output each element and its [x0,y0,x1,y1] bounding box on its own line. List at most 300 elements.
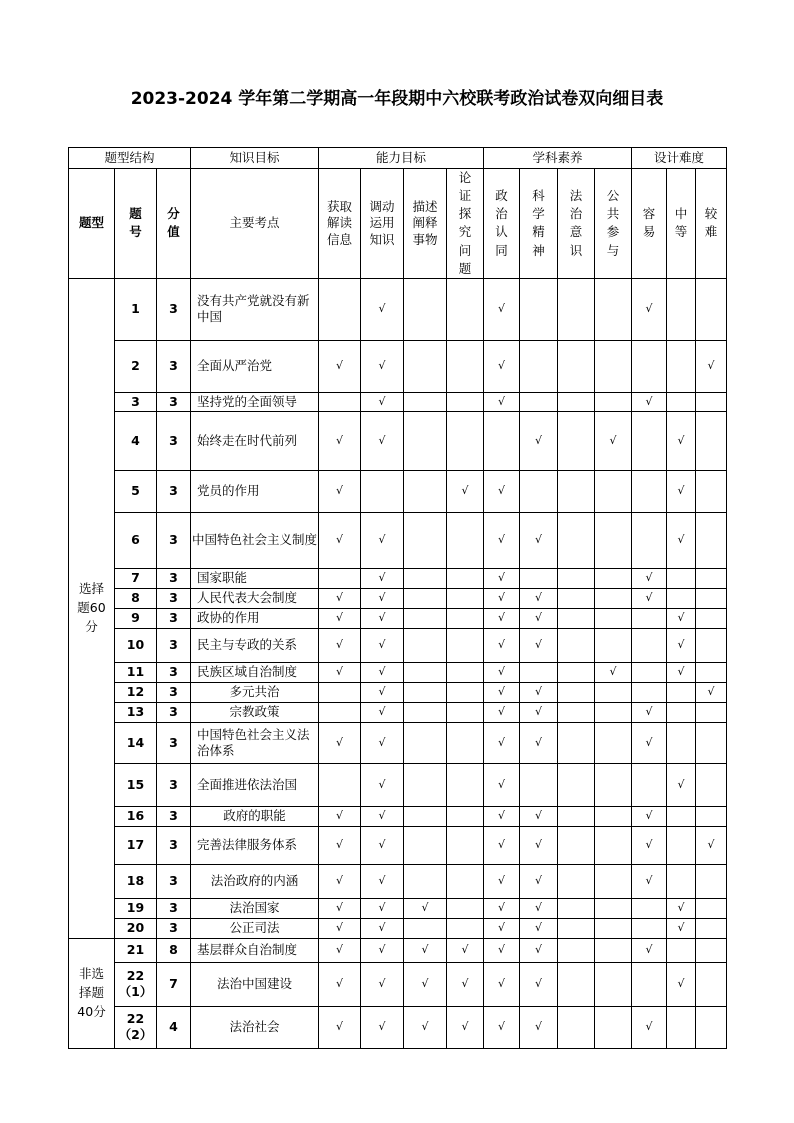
table-row [69,806,727,826]
check-cell: √ [595,662,632,682]
check-cell [404,628,447,662]
page-title: 2023-2024 学年第二学期高一年段期中六校联考政治试卷双向细目表 [130,89,664,109]
check-cell: √ [319,628,361,662]
check-cell [558,938,595,962]
check-cell: √ [632,568,667,588]
question-number: 9 [115,608,157,628]
question-number: 10 [115,628,157,662]
check-cell [404,722,447,763]
check-cell [667,702,696,722]
question-number: 15 [115,763,157,806]
check-cell [447,588,484,608]
check-cell: √ [361,826,404,864]
check-cell [696,278,727,340]
check-cell [696,1006,727,1048]
check-cell [632,662,667,682]
table-body [69,278,727,1048]
table-row [69,898,727,918]
check-cell [404,568,447,588]
check-cell: √ [404,1006,447,1048]
check-cell [447,826,484,864]
check-cell [447,568,484,588]
question-number: 12 [115,682,157,702]
check-cell [696,806,727,826]
check-cell: √ [361,392,404,411]
check-cell: √ [404,962,447,1006]
check-cell: √ [484,588,520,608]
table-row [69,628,727,662]
check-cell [696,512,727,568]
question-score: 3 [157,864,191,898]
check-cell [595,278,632,340]
table-row [69,512,727,568]
header-structure: 题型结构 [69,148,191,169]
question-number: 13 [115,702,157,722]
check-cell: √ [632,588,667,608]
check-cell: √ [361,682,404,702]
header-literacy: 学科素养 [484,148,632,169]
check-cell [696,898,727,918]
question-number: 11 [115,662,157,682]
check-cell: √ [667,662,696,682]
section-nonchoice: 非选 择题 40分 [69,938,115,1048]
question-number: 3 [115,392,157,411]
check-cell: √ [595,411,632,470]
question-score: 3 [157,608,191,628]
check-cell: √ [520,1006,558,1048]
check-cell [558,763,595,806]
check-cell: √ [484,392,520,411]
question-score: 3 [157,722,191,763]
check-cell: √ [361,1006,404,1048]
subheader-literacy-4: 公 共 参 与 [595,169,632,279]
main-topic: 中国特色社会主义制度 [191,512,319,568]
check-cell [632,763,667,806]
main-topic: 公正司法 [191,918,319,938]
table-row [69,864,727,898]
main-topic: 完善法律服务体系 [191,826,319,864]
check-cell [558,392,595,411]
question-number: 21 [115,938,157,962]
subheader-type: 题型 [69,169,115,279]
check-cell [595,682,632,702]
check-cell: √ [484,340,520,392]
check-cell [595,806,632,826]
check-cell [696,411,727,470]
check-cell: √ [361,340,404,392]
check-cell [520,278,558,340]
check-cell [447,763,484,806]
check-cell: √ [632,864,667,898]
check-cell [558,470,595,512]
question-score: 8 [157,938,191,962]
check-cell: √ [319,938,361,962]
check-cell [558,512,595,568]
check-cell [558,864,595,898]
check-cell: √ [520,702,558,722]
check-cell: √ [520,826,558,864]
check-cell: √ [319,608,361,628]
check-cell [696,864,727,898]
subheader-literacy-1: 政 治 认 同 [484,169,520,279]
check-cell: √ [447,962,484,1006]
check-cell: √ [447,470,484,512]
check-cell: √ [667,628,696,662]
check-cell [696,702,727,722]
subheader-literacy-2: 科 学 精 神 [520,169,558,279]
check-cell: √ [319,962,361,1006]
check-cell: √ [520,588,558,608]
check-cell [595,608,632,628]
check-cell: √ [484,682,520,702]
check-cell [558,340,595,392]
check-cell: √ [667,763,696,806]
check-cell [558,918,595,938]
question-number: 4 [115,411,157,470]
check-cell [404,411,447,470]
main-topic: 党员的作用 [191,470,319,512]
check-cell [558,826,595,864]
check-cell: √ [696,826,727,864]
check-cell [696,722,727,763]
check-cell: √ [696,340,727,392]
question-score: 4 [157,1006,191,1048]
subheader-ability-1: 获取 解读 信息 [319,169,361,279]
main-topic: 民主与专政的关系 [191,628,319,662]
question-score: 3 [157,682,191,702]
table-row [69,608,727,628]
check-cell [447,682,484,702]
check-cell: √ [520,938,558,962]
check-cell: √ [319,662,361,682]
main-topic: 宗教政策 [191,702,319,722]
check-cell: √ [696,682,727,702]
check-cell: √ [632,392,667,411]
check-cell [558,588,595,608]
check-cell: √ [361,568,404,588]
check-cell [447,722,484,763]
check-cell: √ [520,864,558,898]
check-cell [520,568,558,588]
table-row [69,278,727,340]
check-cell: √ [319,806,361,826]
check-cell [404,864,447,898]
check-cell: √ [484,898,520,918]
check-cell: √ [520,898,558,918]
check-cell [520,392,558,411]
check-cell [558,806,595,826]
check-cell: √ [319,826,361,864]
check-cell [319,763,361,806]
check-cell [319,682,361,702]
check-cell [632,512,667,568]
check-cell [404,588,447,608]
check-cell [632,411,667,470]
check-cell [632,962,667,1006]
check-cell [404,278,447,340]
check-cell [520,470,558,512]
check-cell [696,918,727,938]
question-number: 22 （2） [115,1006,157,1048]
check-cell [484,411,520,470]
check-cell: √ [484,722,520,763]
check-cell: √ [361,918,404,938]
check-cell [319,568,361,588]
subheader-number: 题 号 [115,169,157,279]
question-number: 19 [115,898,157,918]
table-row [69,826,727,864]
check-cell [404,662,447,682]
check-cell [696,938,727,962]
check-cell [667,278,696,340]
table-row [69,938,727,962]
check-cell: √ [361,411,404,470]
check-cell: √ [361,628,404,662]
check-cell: √ [361,962,404,1006]
check-cell: √ [484,918,520,938]
check-cell: √ [319,512,361,568]
table-row [69,1006,727,1048]
check-cell: √ [632,806,667,826]
check-cell: √ [667,512,696,568]
question-score: 3 [157,470,191,512]
check-cell: √ [667,898,696,918]
check-cell: √ [667,470,696,512]
main-topic: 全面推进依法治国 [191,763,319,806]
check-cell: √ [520,512,558,568]
check-cell: √ [484,1006,520,1048]
question-score: 3 [157,763,191,806]
check-cell: √ [319,588,361,608]
check-cell: √ [319,864,361,898]
header-difficulty: 设计难度 [632,148,727,169]
check-cell [667,588,696,608]
check-cell: √ [319,340,361,392]
check-cell [447,864,484,898]
check-cell [558,608,595,628]
question-number: 7 [115,568,157,588]
check-cell [447,806,484,826]
table-row [69,918,727,938]
question-score: 3 [157,826,191,864]
question-score: 3 [157,568,191,588]
question-score: 3 [157,278,191,340]
question-score: 3 [157,702,191,722]
check-cell: √ [520,628,558,662]
check-cell [520,340,558,392]
check-cell: √ [404,938,447,962]
section-choice: 选择 题60 分 [69,278,115,938]
check-cell [361,470,404,512]
check-cell [595,628,632,662]
check-cell [667,864,696,898]
question-number: 22 （1） [115,962,157,1006]
check-cell: √ [484,763,520,806]
check-cell [447,278,484,340]
main-topic: 政协的作用 [191,608,319,628]
check-cell: √ [484,512,520,568]
main-topic: 国家职能 [191,568,319,588]
check-cell [404,763,447,806]
question-score: 3 [157,411,191,470]
main-topic: 政府的职能 [191,806,319,826]
check-cell: √ [520,722,558,763]
check-cell: √ [361,588,404,608]
check-cell [595,470,632,512]
question-number: 14 [115,722,157,763]
check-cell: √ [484,702,520,722]
header-knowledge: 知识目标 [191,148,319,169]
check-cell [558,278,595,340]
check-cell [696,763,727,806]
check-cell [447,628,484,662]
check-cell [632,470,667,512]
header-ability: 能力目标 [319,148,484,169]
question-number: 20 [115,918,157,938]
check-cell [696,568,727,588]
check-cell [558,1006,595,1048]
check-cell [447,411,484,470]
check-cell [595,938,632,962]
main-topic: 基层群众自治制度 [191,938,319,962]
check-cell [696,588,727,608]
check-cell [595,826,632,864]
check-cell [632,340,667,392]
table-row [69,392,727,411]
check-cell [595,702,632,722]
check-cell [667,722,696,763]
check-cell: √ [484,278,520,340]
check-cell [558,682,595,702]
check-cell: √ [667,608,696,628]
check-cell [404,512,447,568]
check-cell: √ [632,702,667,722]
check-cell [447,340,484,392]
check-cell [595,918,632,938]
check-cell: √ [632,826,667,864]
check-cell [447,898,484,918]
check-cell: √ [667,962,696,1006]
check-cell [558,411,595,470]
question-score: 3 [157,588,191,608]
table-row [69,682,727,702]
check-cell [667,826,696,864]
check-cell: √ [520,411,558,470]
check-cell [319,278,361,340]
subheader-ability-2: 调动 运用 知识 [361,169,404,279]
question-score: 3 [157,806,191,826]
question-number: 2 [115,340,157,392]
check-cell: √ [484,826,520,864]
check-cell: √ [520,608,558,628]
check-cell [595,864,632,898]
check-cell: √ [632,1006,667,1048]
check-cell [447,702,484,722]
main-topic: 法治中国建设 [191,962,319,1006]
check-cell [595,512,632,568]
check-cell [558,628,595,662]
subheader-ability-3: 描述 阐释 事物 [404,169,447,279]
question-number: 5 [115,470,157,512]
check-cell: √ [319,898,361,918]
check-cell: √ [361,608,404,628]
check-cell: √ [319,1006,361,1048]
check-cell [696,608,727,628]
check-cell: √ [484,470,520,512]
check-cell [558,722,595,763]
check-cell: √ [404,898,447,918]
check-cell: √ [361,702,404,722]
check-cell: √ [319,411,361,470]
check-cell [595,588,632,608]
check-cell: √ [361,898,404,918]
check-cell [558,662,595,682]
check-cell [667,806,696,826]
check-cell [404,702,447,722]
check-cell [632,628,667,662]
check-cell [696,470,727,512]
check-cell: √ [484,628,520,662]
check-cell [595,568,632,588]
check-cell [447,662,484,682]
check-cell: √ [632,938,667,962]
check-cell [520,763,558,806]
table-row [69,411,727,470]
question-score: 3 [157,340,191,392]
check-cell [667,938,696,962]
check-cell [558,898,595,918]
check-cell: √ [361,512,404,568]
check-cell [595,722,632,763]
check-cell [696,392,727,411]
main-topic: 没有共产党就没有新中国 [191,278,319,340]
check-cell: √ [361,722,404,763]
main-topic: 法治政府的内涵 [191,864,319,898]
spec-table [68,147,727,1049]
check-cell [696,628,727,662]
check-cell: √ [484,662,520,682]
check-cell: √ [484,938,520,962]
check-cell: √ [520,806,558,826]
check-cell [632,898,667,918]
check-cell: √ [361,864,404,898]
main-topic: 法治社会 [191,1006,319,1048]
check-cell [447,392,484,411]
check-cell [447,608,484,628]
table-row [69,702,727,722]
check-cell: √ [667,918,696,938]
check-cell: √ [484,568,520,588]
check-cell: √ [667,411,696,470]
check-cell: √ [319,470,361,512]
check-cell [404,340,447,392]
check-cell [558,702,595,722]
main-topic: 坚持党的全面领导 [191,392,319,411]
question-number: 8 [115,588,157,608]
check-cell [404,918,447,938]
check-cell [558,962,595,1006]
check-cell [520,662,558,682]
question-number: 18 [115,864,157,898]
check-cell: √ [520,918,558,938]
subheader-difficulty-medium: 中 等 [667,169,696,279]
check-cell: √ [361,938,404,962]
question-score: 3 [157,662,191,682]
question-number: 1 [115,278,157,340]
check-cell: √ [447,1006,484,1048]
table-row [69,588,727,608]
main-topic: 中国特色社会主义法治体系 [191,722,319,763]
